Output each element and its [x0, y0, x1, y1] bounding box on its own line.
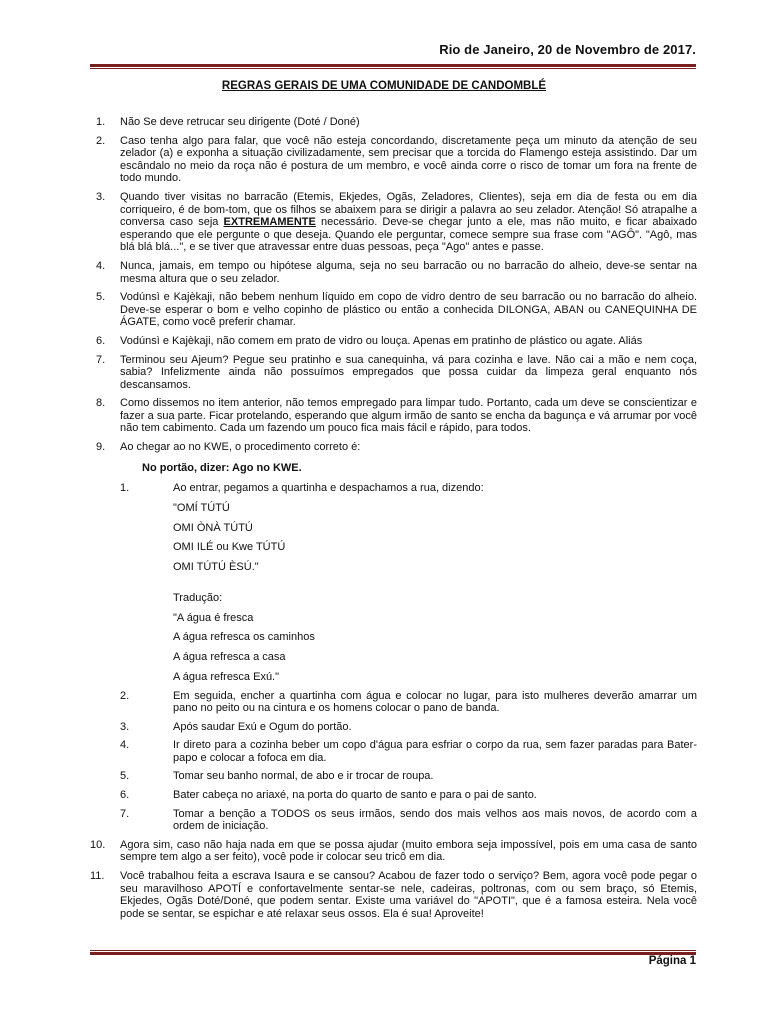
rule-text: Vodúnsì e Kajèkaji, não comem em prato de vidro ou louça. Apenas em pratinho de plástico ou agate. Aliás — [120, 334, 643, 347]
translation-line: A água refresca a casa — [173, 651, 286, 664]
sub-text: Tomar seu banho normal, de abo e ir trocar de roupa. — [173, 770, 434, 783]
rule-number: 2. — [96, 134, 106, 147]
rule-text: Como dissemos no item anterior, não temos empregado para limpar tudo. Portanto, cada um deve se conscientizar e fazer a sua parte. Ficar protelando, esperando que algum irmão de santo se encha da bagunça e vá arrumar por você não tem cabimento. Cada um fazendo um pouco fica mais fácil e rápido, para todos. — [120, 397, 697, 435]
sub-number: 6. — [120, 789, 130, 802]
sub-text: Bater cabeça no ariaxé, na porta do quarto de santo e para o pai de santo. — [173, 789, 537, 802]
sub-item-4 — [120, 739, 697, 764]
chant-block — [173, 502, 697, 574]
rule-item-3 — [90, 191, 697, 254]
translation-line: "A água é fresca — [173, 611, 254, 624]
rule-text: Agora sim, caso não haja nada em que se possa ajudar (muito embora seja impossível, pois em uma casa de santo sempre tem algo a ser feito), você pode ir colocar seu tricô em dia. — [120, 838, 697, 864]
rule-number: 4. — [96, 259, 106, 272]
rule-text-end: necessário. Deve-se chegar junto a ele, mas não muito, e ficar abaixado esperando que ele pergunte o que deseja. Quando ele perguntar, comece sempre sua frase com "AGÔ". "Agô, mas blá blá blá...", e se tiver que atravessar entre duas pessoas, peça "Ago" antes e passe. — [120, 216, 697, 254]
sub-text: Após saudar Exú e Ogum do portão. — [173, 720, 352, 733]
sub-text: Ao entrar, pegamos a quartinha e despachamos a rua, dizendo: — [173, 482, 484, 495]
sub-number: 7. — [120, 807, 130, 820]
rule-item-5 — [90, 291, 697, 329]
sub-item-5 — [120, 770, 697, 783]
rule-number: 10. — [90, 838, 106, 851]
rule-number: 3. — [96, 190, 106, 203]
rule-text: Caso tenha algo para falar, que você não esteja concordando, discretamente peça um minuto da atenção de seu zelador (a) e exponha a situação civilizadamente, sem precisar que a torcida do Flamengo esteja assistindo. Dar um escândalo no meio da roça não é postura de um membro, e você ainda corre o risco de tomar um fora na frente de todo mundo. — [120, 134, 697, 185]
chant-line: OMI TÚTÚ ÈSÚ." — [173, 561, 259, 574]
rule-number: 11. — [90, 870, 105, 883]
rule-item-11 — [90, 870, 697, 920]
rule-item-6 — [90, 335, 697, 348]
header-date: Rio de Janeiro, 20 de Novembro de 2017. — [439, 42, 696, 57]
sub-number: 5. — [120, 770, 130, 783]
rule-item-8 — [90, 397, 697, 435]
sub-item-3 — [120, 721, 697, 734]
page-number: Página 1 — [648, 955, 696, 967]
translation-line: A água refresca Exú." — [173, 670, 280, 683]
sub-item-1 — [120, 482, 697, 683]
rule-number: 1. — [96, 116, 106, 128]
rules-list — [90, 116, 697, 926]
rule-item-9 — [90, 441, 697, 454]
rule-number: 8. — [96, 397, 106, 410]
sub-number: 4. — [120, 739, 130, 752]
rule-text: Não Se deve retrucar seu dirigente (Doté / Doné) — [120, 116, 360, 128]
rule-text: Vodúnsì e Kajèkaji, não bebem nenhum líquido em copo de vidro dentro de seu barracão ou no barracão do alheio. Deve-se esperar o bom e velho copinho de plástico ou então a conhecida DILONGA, ABAN ou CANEQUINHA DE ÁGATE, como você preferir chamar. — [120, 291, 697, 329]
sub-number: 3. — [120, 720, 130, 733]
rule-item-4 — [90, 260, 697, 285]
sub-item-6 — [120, 789, 697, 802]
sub-number: 2. — [120, 689, 130, 702]
sub-number: 1. — [120, 482, 130, 495]
footer-rule — [90, 950, 696, 951]
chant-line: "OMÍ TÚTÚ — [173, 501, 230, 514]
document-title: REGRAS GERAIS DE UMA COMUNIDADE DE CANDOMBLÉ — [221, 80, 547, 92]
translation-line: A água refresca os caminhos — [173, 631, 315, 644]
translation-block — [173, 612, 697, 684]
rule-item-10 — [90, 839, 697, 864]
rule-item-1 — [90, 116, 697, 129]
gate-instruction: No portão, dizer: Ago no KWE. — [142, 461, 302, 474]
rule-text-start: Quando tiver visitas no barracão (Etemis, Ekjedes, Ogãs, Zeladores, Clientes), seja em dia de festa ou em dia corriqueiro, é de bom-tom, que os filhos se abaixem para se dirigir a palavra ao seu zelador. Atenção! Só atrapalhe a conversa caso seja — [120, 190, 697, 229]
rule-text: Ao chegar ao no KWE, o procedimento correto é: — [120, 441, 361, 454]
rule-text: Nunca, jamais, em tempo ou hipótese alguma, seja no seu barracão ou no barracão do alheio, deve-se sentar na mesma altura que o seu zelador. — [120, 259, 697, 285]
rule-number: 7. — [96, 353, 106, 366]
rule-number: 6. — [96, 334, 106, 347]
rule-text: Você trabalhou feita a escrava Isaura e se cansou? Acabou de fazer todo o serviço? Bem, agora você pode pegar o seu maravilhoso APOTÍ e confortavelmente sentar-se nele, cadeiras, poltronas, com ou sem braço, só Etemis, Ekjedes, Ogãs Doté/Doné, que podem sentar. Existe uma variável do "APOTI", que é a famosa esteira. Nela você pode se sentar, se espichar e até relaxar seus ossos. Ela é sua! Aproveite! — [120, 870, 697, 920]
sub-item-7 — [120, 808, 697, 833]
rule-item-2 — [90, 135, 697, 185]
chant-line: OMI ÒNÀ TÚTÚ — [173, 521, 253, 534]
translation-label: Tradução: — [173, 591, 223, 604]
sub-text: Em seguida, encher a quartinha com água e colocar no lugar, para isto mulheres deverão amarrar um pano no peito ou na cintura e os homens colocar o pano de banda. — [173, 689, 697, 715]
sub-item-2 — [120, 690, 697, 715]
rule-item-7 — [90, 354, 697, 392]
sub-text: Ir direto para a cozinha beber um copo d'água para esfriar o corpo da rua, sem fazer paradas para Bater-papo e colocar a fofoca em dia. — [173, 739, 697, 764]
rule-number: 9. — [96, 441, 106, 454]
emphasis-word: EXTREMAMENTE — [223, 216, 316, 229]
rule-number: 5. — [96, 291, 106, 304]
chant-line: OMI ILÉ ou Kwe TÚTÚ — [173, 541, 286, 554]
rule-text: Terminou seu Ajeum? Pegue seu pratinho e sua canequinha, vá para cozinha e lave. Não cai a mão e nem coça, sabia? Infelizmente ainda não possuímos empregados que possa cuidar da limpeza geral enquanto nós descansamos. — [120, 353, 697, 391]
rule-text — [120, 191, 697, 254]
sub-text: Tomar a benção a TODOS os seus irmãos, sendo dos mais velhos aos mais novos, de acordo com a ordem de iniciação. — [173, 807, 697, 833]
header-rule — [90, 64, 696, 67]
